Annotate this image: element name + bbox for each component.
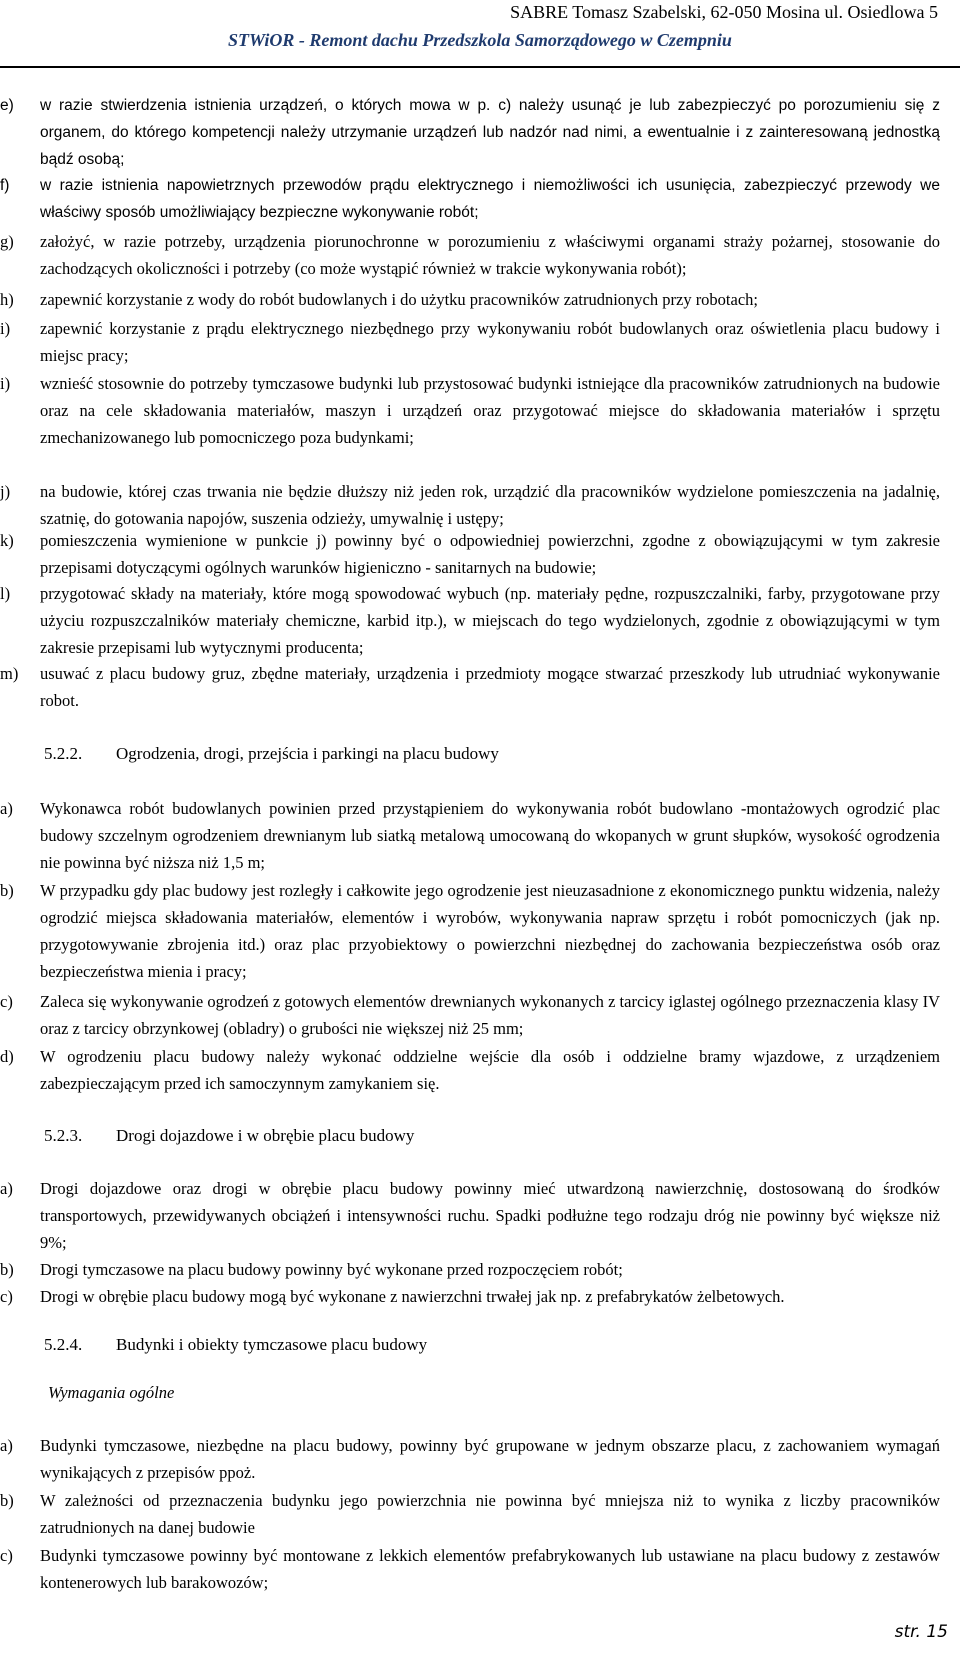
item-text: W przypadku gdy plac budowy jest rozległy i całkowite jego ogrodzenie jest nieuzasadnione z ekonomicznego punktu widzenia, należy ogrodzić miejsca składowania materiałów, elementów i wyrobów, wykonywania napraw sprzętu i robót pomocniczych (jak np. przygotowywanie zbrojenia itd.) oraz plac przyobiektowy o powierzchni niezbędnej do zachowania bezpieczeństwa osób oraz bezpieczeństwa mienia i pracy; [40,881,940,981]
item-label: i) [0,374,11,393]
item-text: Budynki tymczasowe, niezbędne na placu budowy, powinny być grupowane w jednym obszarze placu, z zachowaniem wymagań wynikających z przepisów ppoż. [40,1436,940,1482]
list-item [0,315,960,369]
list-item [0,1542,960,1596]
item-text: w razie istnienia napowietrznych przewodów prądu elektrycznego i niemożliwości ich usunięcia, zabezpieczyć przewody we właściwy sposób umożliwiający bezpieczne wykonywanie robót; [40,177,940,221]
list-item [0,478,960,532]
item-label: i) [0,319,11,338]
item-label: a) [0,799,13,818]
item-text: w razie stwierdzenia istnienia urządzeń, o których mowa w p. c) należy usunąć je lub zabezpieczyć po porozumieniu się z organem, do którego kompetencji należy utrzymanie urządzeń lub nadzór nad nimi, a ewentualnie i z zainteresowaną jednostką bądź osobą; [40,97,940,168]
item-text: usuwać z placu budowy gruz, zbędne materiały, urządzenia i przedmioty mogące stwarzać przeszkody lub utrudniać wykonywanie robot. [40,664,940,710]
list-item [0,1175,960,1256]
item-label: c) [0,1287,13,1306]
section-title: Ogrodzenia, drogi, przejścia i parkingi na placu budowy [116,744,499,763]
item-text: Budynki tymczasowe powinny być montowane z lekkich elementów prefabrykowanych lub ustawiane na placu budowy z zestawów kontenerowych lub barakowozów; [40,1546,940,1592]
item-text: Drogi dojazdowe oraz drogi w obrębie placu budowy powinny mieć utwardzoną nawierzchnię, dostosowaną do środków transportowych, przewidywanych obciążeń i intensywności ruchu. Spadki podłużne tego rodzaju dróg nie powinny być większe niż 9%; [40,1179,940,1252]
item-text: na budowie, której czas trwania nie będzie dłuższy niż jeden rok, urządzić dla pracowników wydzielone pomieszczenia na jadalnię, szatnię, do gotowania napojów, suszenia odzieży, umywalnię i ustępy; [40,482,940,528]
list-item [0,877,960,985]
item-label: b) [0,881,14,900]
list-item [0,228,960,282]
list-item [0,1256,960,1283]
item-label: a) [0,1179,13,1198]
item-label: b) [0,1260,14,1279]
item-label: h) [0,290,14,309]
item-text: Zaleca się wykonywanie ogrodzeń z gotowych elementów drewnianych wykonanych z tarcicy iglastej ogólnego przeznaczenia klasy IV oraz z tarcicy obrzynkowej (obladry) o grubości nie większej niż 25 mm; [40,992,940,1038]
item-label: l) [0,584,11,603]
section-title: Budynki i obiekty tymczasowe placu budowy [116,1335,428,1354]
item-label: f) [0,177,10,194]
list-item [0,527,960,581]
page-number: str. 15 [894,1622,948,1642]
item-text: przygotować składy na materiały, które mogą spowodować wybuch (np. materiały pędne, rozpuszczalniki, farby, przygotowane przy użyciu rozpuszczalników materiały chemiczne, karbid itp.), w miejscach do tego wydzielonych, zgodnie z obowiązującymi w tym zakresie przepisami lub wytycznymi producenta; [40,584,940,657]
list-item [0,795,960,876]
item-label: e) [0,97,14,114]
section-number: 5.2.3. [44,1126,83,1145]
list-item [0,580,960,661]
header-divider [0,66,960,68]
section-number: 5.2.2. [44,744,83,763]
item-label: b) [0,1491,14,1510]
list-item [0,1043,960,1097]
item-label: c) [0,992,13,1011]
header-project-title: STWiOR - Remont dachu Przedszkola Samorządowego w Czempniu [228,30,732,50]
item-label: a) [0,1436,13,1455]
item-label: j) [0,482,11,501]
list-item [0,988,960,1042]
subheading: Wymagania ogólne [48,1383,175,1402]
list-item [0,370,960,451]
list-item [0,1432,960,1486]
list-item [0,1283,960,1310]
item-text: Wykonawca robót budowlanych powinien przed przystąpieniem do wykonywania robót budowlano -montażowych ogrodzić plac budowy szczelnym ogrodzeniem drewnianym lub siatką metalową umocowaną do wkopanych w grunt słupków, wysokość ogrodzenia nie powinna być niższa niż 1,5 m; [40,799,940,872]
item-text: pomieszczenia wymienione w punkcie j) powinny być o odpowiedniej powierzchni, zgodne z obowiązującymi w tym zakresie przepisami dotyczącymi ogólnych warunków higieniczno - sanitarnych na budowie; [40,531,940,577]
list-item [0,1487,960,1541]
header-company: SABRE Tomasz Szabelski, 62-050 Mosina ul. Osiedlowa 5 [510,2,938,22]
item-text: wznieść stosownie do potrzeby tymczasowe budynki lub przystosować budynki istniejące dla pracowników zatrudnionych na budowie oraz na cele składowania materiałów, maszyn i urządzeń oraz przygotować miejsce do składowania materiałów i sprzętu zmechanizowanego lub pomocniczego poza budynkami; [40,374,940,447]
item-text: W ogrodzeniu placu budowy należy wykonać oddzielne wejście dla osób i oddzielne bramy wjazdowe, z urządzeniem zabezpieczającym przed ich samoczynnym zamykaniem się. [40,1047,940,1093]
list-item [0,660,960,714]
item-label: k) [0,531,14,550]
item-label: g) [0,232,14,251]
item-label: m) [0,664,19,683]
item-text: Drogi tymczasowe na placu budowy powinny być wykonane przed rozpoczęciem robót; [40,1260,623,1279]
item-text: Drogi w obrębie placu budowy mogą być wykonane z nawierzchni trwałej jak np. z prefabrykatów żelbetowych. [40,1287,785,1306]
section-number: 5.2.4. [44,1335,83,1354]
item-label: c) [0,1546,13,1565]
item-text: zapewnić korzystanie z prądu elektrycznego niezbędnego przy wykonywaniu robót budowlanych oraz oświetlenia placu budowy i miejsc pracy; [40,319,940,365]
list-item [0,286,960,313]
item-text: W zależności od przeznaczenia budynku jego powierzchnia nie powinna być mniejsza niż to wynika z liczby pracowników zatrudnionych na danej budowie [40,1491,940,1537]
item-text: zapewnić korzystanie z wody do robót budowlanych i do użytku pracowników zatrudnionych przy robotach; [40,290,758,309]
list-item [0,92,960,173]
item-text: założyć, w razie potrzeby, urządzenia piorunochronne w porozumieniu z właściwymi organami straży pożarnej, stosowanie do zachodzących okoliczności i potrzeby (co może wystąpić również w trakcie wykonywania robót); [40,232,940,278]
list-item [0,172,960,226]
item-label: d) [0,1047,14,1066]
section-title: Drogi dojazdowe i w obrębie placu budowy [116,1126,415,1145]
